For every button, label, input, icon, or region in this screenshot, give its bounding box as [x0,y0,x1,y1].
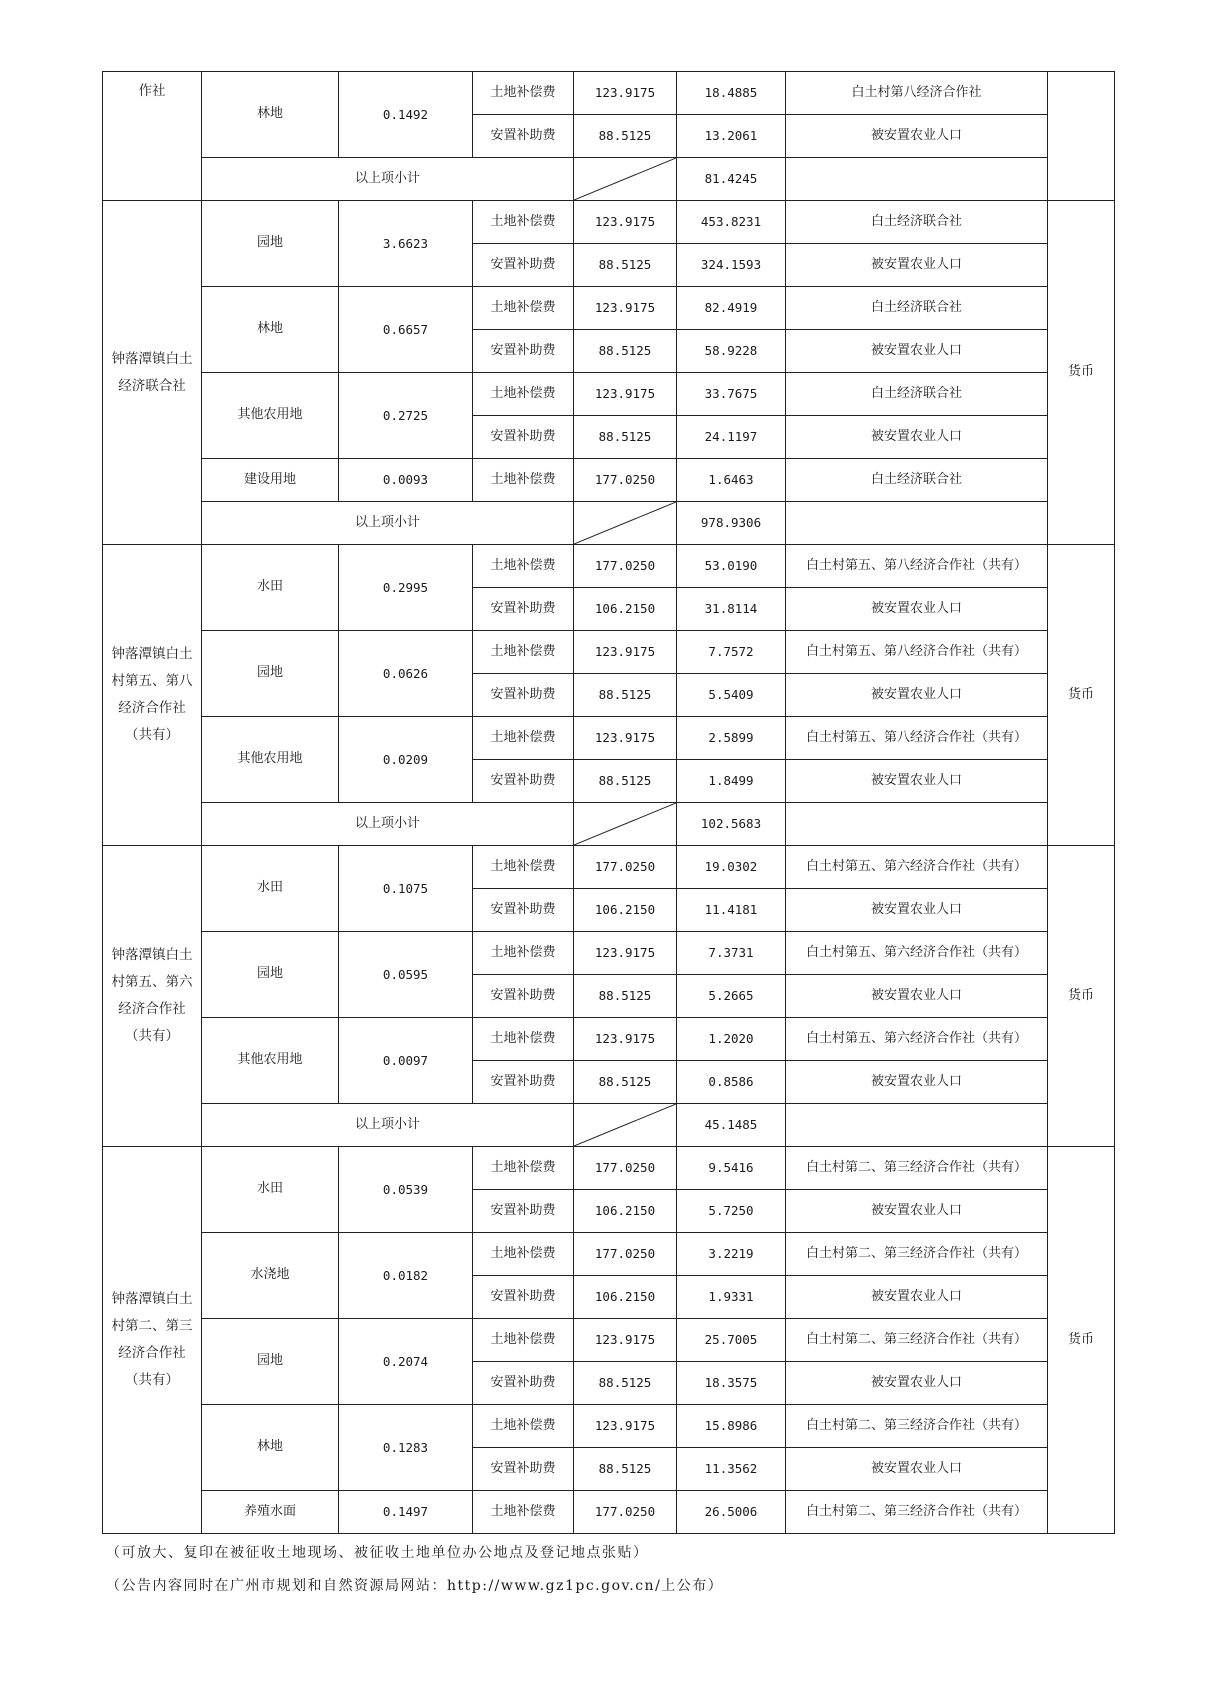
unit-price: 88.5125 [574,975,677,1018]
land-area: 0.0097 [339,1018,473,1104]
subtotal-label: 以上项小计 [202,1104,574,1147]
payment-method: 货币 [1048,1147,1115,1534]
recipient: 白土经济联合社 [786,373,1048,416]
fee-amount: 5.2665 [677,975,786,1018]
land-type: 水田 [202,545,339,631]
payment-method [1048,72,1115,201]
recipient: 白土村第五、第六经济合作社（共有） [786,1018,1048,1061]
fee-amount: 33.7675 [677,373,786,416]
unit-price: 88.5125 [574,330,677,373]
fee-amount: 7.3731 [677,932,786,975]
fee-type: 安置补助费 [473,115,574,158]
land-type: 养殖水面 [202,1491,339,1534]
recipient: 被安置农业人口 [786,115,1048,158]
fee-amount: 324.1593 [677,244,786,287]
recipient: 被安置农业人口 [786,1276,1048,1319]
fee-amount: 31.8114 [677,588,786,631]
land-area: 0.0093 [339,459,473,502]
land-area: 0.0595 [339,932,473,1018]
subtotal-row [103,502,1115,545]
fee-type: 土地补偿费 [473,1233,574,1276]
recipient: 被安置农业人口 [786,1448,1048,1491]
table-row [103,287,1115,330]
land-type: 其他农用地 [202,1018,339,1104]
land-type: 水田 [202,846,339,932]
table-row [103,1147,1115,1190]
recipient: 被安置农业人口 [786,889,1048,932]
recipient: 白土村第二、第三经济合作社（共有） [786,1233,1048,1276]
subtotal-amount: 45.1485 [677,1104,786,1147]
fee-type: 土地补偿费 [473,459,574,502]
table-row [103,1018,1115,1061]
recipient: 被安置农业人口 [786,975,1048,1018]
fee-type: 安置补助费 [473,674,574,717]
table-row [103,631,1115,674]
fee-amount: 9.5416 [677,1147,786,1190]
compensation-table [102,71,1115,1534]
recipient: 被安置农业人口 [786,1061,1048,1104]
fee-amount: 25.7005 [677,1319,786,1362]
fee-amount: 1.9331 [677,1276,786,1319]
fee-amount: 11.4181 [677,889,786,932]
fee-amount: 58.9228 [677,330,786,373]
table-row [103,1405,1115,1448]
land-type: 水田 [202,1147,339,1233]
fee-amount: 453.8231 [677,201,786,244]
recipient: 白土村第二、第三经济合作社（共有） [786,1405,1048,1448]
table-row [103,1319,1115,1362]
fee-type: 安置补助费 [473,244,574,287]
land-area: 0.0182 [339,1233,473,1319]
land-area: 0.1283 [339,1405,473,1491]
unit-name: 钟落潭镇白土经济联合社 [103,201,202,545]
table-row [103,545,1115,588]
land-area: 0.1497 [339,1491,473,1534]
table-row [103,717,1115,760]
fee-amount: 15.8986 [677,1405,786,1448]
unit-price: 88.5125 [574,674,677,717]
subtotal-label: 以上项小计 [202,158,574,201]
unit-price: 88.5125 [574,244,677,287]
fee-amount: 2.5899 [677,717,786,760]
empty-cell [786,502,1048,545]
unit-price: 123.9175 [574,1319,677,1362]
empty-cell [786,158,1048,201]
recipient: 白土村第五、第六经济合作社（共有） [786,846,1048,889]
recipient: 白土村第五、第八经济合作社（共有） [786,545,1048,588]
unit-price: 88.5125 [574,115,677,158]
unit-price: 88.5125 [574,1448,677,1491]
unit-price: 123.9175 [574,72,677,115]
fee-amount: 5.7250 [677,1190,786,1233]
land-area: 0.0209 [339,717,473,803]
recipient: 被安置农业人口 [786,416,1048,459]
subtotal-row [103,803,1115,846]
unit-price: 106.2150 [574,889,677,932]
fee-type: 安置补助费 [473,1362,574,1405]
recipient: 白土村第五、第六经济合作社（共有） [786,932,1048,975]
fee-amount: 1.6463 [677,459,786,502]
recipient: 白土村第二、第三经济合作社（共有） [786,1319,1048,1362]
recipient: 白土村第二、第三经济合作社（共有） [786,1491,1048,1534]
payment-method: 货币 [1048,545,1115,846]
diagonal-cell [574,1104,677,1147]
recipient: 被安置农业人口 [786,760,1048,803]
fee-type: 安置补助费 [473,1190,574,1233]
fee-type: 土地补偿费 [473,545,574,588]
recipient: 白土经济联合社 [786,459,1048,502]
fee-type: 安置补助费 [473,330,574,373]
fee-type: 土地补偿费 [473,287,574,330]
land-type: 园地 [202,201,339,287]
unit-price: 88.5125 [574,1061,677,1104]
unit-price: 123.9175 [574,373,677,416]
fee-type: 土地补偿费 [473,72,574,115]
land-type: 建设用地 [202,459,339,502]
payment-method: 货币 [1048,846,1115,1147]
recipient: 白土村第五、第八经济合作社（共有） [786,717,1048,760]
table-row [103,1233,1115,1276]
unit-price: 106.2150 [574,1190,677,1233]
fee-amount: 7.7572 [677,631,786,674]
fee-type: 土地补偿费 [473,1018,574,1061]
table-row [103,846,1115,889]
land-area: 0.1492 [339,72,473,158]
land-type: 园地 [202,932,339,1018]
empty-cell [786,803,1048,846]
website-note: （公告内容同时在广州市规划和自然资源局网站：http://www.gz1pc.gov.cn/上公布） [106,1578,724,1594]
unit-price: 177.0250 [574,1147,677,1190]
unit-price: 123.9175 [574,1018,677,1061]
fee-type: 土地补偿费 [473,717,574,760]
recipient: 白土村第二、第三经济合作社（共有） [786,1147,1048,1190]
land-area: 0.2074 [339,1319,473,1405]
fee-type: 安置补助费 [473,889,574,932]
subtotal-label: 以上项小计 [202,803,574,846]
land-type: 其他农用地 [202,373,339,459]
land-type: 水浇地 [202,1233,339,1319]
fee-amount: 13.2061 [677,115,786,158]
fee-type: 安置补助费 [473,416,574,459]
land-area: 0.0539 [339,1147,473,1233]
fee-type: 安置补助费 [473,1448,574,1491]
land-area: 3.6623 [339,201,473,287]
land-type: 林地 [202,72,339,158]
recipient: 白土经济联合社 [786,201,1048,244]
land-area: 0.1075 [339,846,473,932]
land-type: 园地 [202,1319,339,1405]
fee-amount: 1.8499 [677,760,786,803]
land-area: 0.6657 [339,287,473,373]
unit-price: 88.5125 [574,416,677,459]
subtotal-row [103,1104,1115,1147]
land-area: 0.2725 [339,373,473,459]
table-row [103,72,1115,115]
fee-type: 土地补偿费 [473,1147,574,1190]
table-row [103,1491,1115,1534]
unit-price: 88.5125 [574,760,677,803]
unit-price: 106.2150 [574,588,677,631]
subtotal-row [103,158,1115,201]
recipient: 白土经济联合社 [786,287,1048,330]
subtotal-amount: 978.9306 [677,502,786,545]
fee-type: 土地补偿费 [473,631,574,674]
land-area: 0.0626 [339,631,473,717]
fee-type: 土地补偿费 [473,932,574,975]
fee-amount: 0.8586 [677,1061,786,1104]
recipient: 被安置农业人口 [786,1362,1048,1405]
diagonal-cell [574,502,677,545]
unit-price: 123.9175 [574,717,677,760]
posting-note: （可放大、复印在被征收土地现场、被征收土地单位办公地点及登记地点张贴） [106,1545,649,1561]
unit-price: 123.9175 [574,201,677,244]
unit-price: 177.0250 [574,545,677,588]
fee-amount: 5.5409 [677,674,786,717]
fee-amount: 18.3575 [677,1362,786,1405]
unit-price: 123.9175 [574,631,677,674]
recipient: 白土村第五、第八经济合作社（共有） [786,631,1048,674]
recipient: 被安置农业人口 [786,244,1048,287]
unit-price: 177.0250 [574,1491,677,1534]
fee-amount: 26.5006 [677,1491,786,1534]
unit-price: 177.0250 [574,846,677,889]
recipient: 被安置农业人口 [786,588,1048,631]
table-row [103,459,1115,502]
table-row [103,932,1115,975]
fee-type: 安置补助费 [473,1061,574,1104]
fee-amount: 53.0190 [677,545,786,588]
fee-type: 土地补偿费 [473,1491,574,1534]
unit-price: 123.9175 [574,287,677,330]
fee-type: 土地补偿费 [473,373,574,416]
land-area: 0.2995 [339,545,473,631]
subtotal-amount: 81.4245 [677,158,786,201]
diagonal-cell [574,158,677,201]
recipient: 被安置农业人口 [786,1190,1048,1233]
unit-name: 钟落潭镇白土村第五、第八经济合作社（共有） [103,545,202,846]
recipient: 被安置农业人口 [786,674,1048,717]
fee-type: 土地补偿费 [473,846,574,889]
fee-amount: 19.0302 [677,846,786,889]
fee-amount: 1.2020 [677,1018,786,1061]
fee-type: 土地补偿费 [473,1405,574,1448]
unit-price: 177.0250 [574,459,677,502]
payment-method: 货币 [1048,201,1115,545]
land-type: 其他农用地 [202,717,339,803]
fee-type: 安置补助费 [473,760,574,803]
unit-price: 88.5125 [574,1362,677,1405]
subtotal-amount: 102.5683 [677,803,786,846]
unit-price: 123.9175 [574,932,677,975]
unit-price: 123.9175 [574,1405,677,1448]
table-row [103,201,1115,244]
fee-amount: 3.2219 [677,1233,786,1276]
fee-type: 安置补助费 [473,975,574,1018]
unit-price: 177.0250 [574,1233,677,1276]
fee-type: 土地补偿费 [473,1319,574,1362]
unit-name: 作社 [103,72,202,201]
table-row [103,373,1115,416]
fee-amount: 24.1197 [677,416,786,459]
fee-type: 土地补偿费 [473,201,574,244]
unit-price: 106.2150 [574,1276,677,1319]
fee-amount: 11.3562 [677,1448,786,1491]
fee-amount: 18.4885 [677,72,786,115]
unit-name: 钟落潭镇白土村第五、第六经济合作社（共有） [103,846,202,1147]
empty-cell [786,1104,1048,1147]
land-type: 园地 [202,631,339,717]
unit-name: 钟落潭镇白土村第二、第三经济合作社（共有） [103,1147,202,1534]
subtotal-label: 以上项小计 [202,502,574,545]
recipient: 白土村第八经济合作社 [786,72,1048,115]
diagonal-cell [574,803,677,846]
fee-type: 安置补助费 [473,1276,574,1319]
land-type: 林地 [202,1405,339,1491]
fee-amount: 82.4919 [677,287,786,330]
recipient: 被安置农业人口 [786,330,1048,373]
fee-type: 安置补助费 [473,588,574,631]
land-type: 林地 [202,287,339,373]
